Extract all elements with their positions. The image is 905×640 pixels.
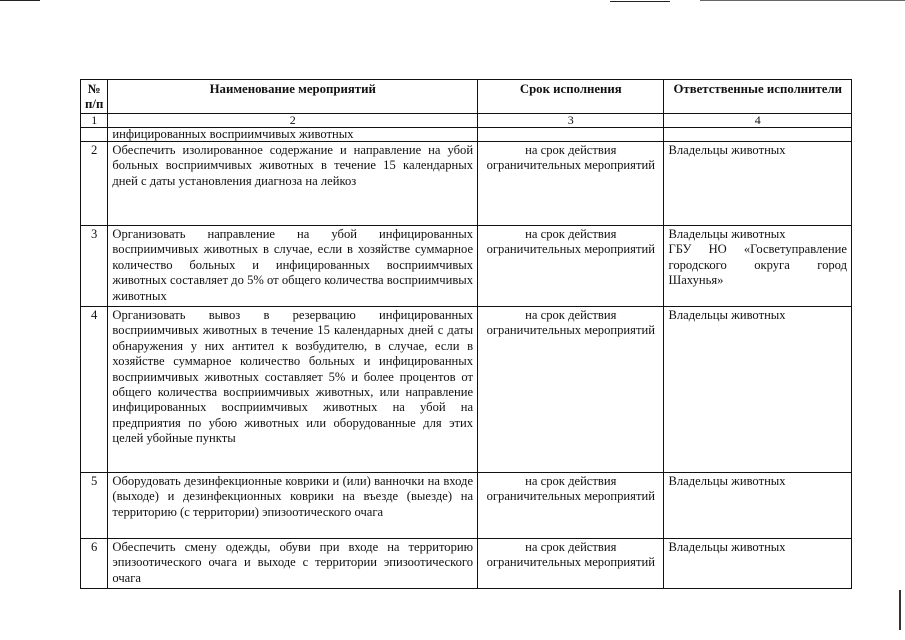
responsible-line: Владельцы животных (668, 143, 786, 157)
row-number: 4 (81, 307, 108, 473)
table-row (81, 473, 852, 539)
row-measure: Обеспечить изолированное содержание и направление на убой больных восприимчивых животных в течение 15 календарных дней с даты установления диагноза на лейкоз (108, 142, 478, 226)
row-responsible (664, 307, 852, 473)
table-index-row (81, 114, 852, 128)
table-row-carry-over (81, 128, 852, 142)
index-cell: 4 (664, 114, 852, 128)
responsible-line: городского округа город (668, 257, 847, 272)
row-measure: Организовать направление на убой инфицированных восприимчивых животных в случае, если в хозяйстве суммарное количество больных и инфицированных восприимчивых животных составляет до 5% от общего количества восприимчивых животных (108, 226, 478, 307)
carry-over-text: инфицированных восприимчивых животных (108, 128, 478, 142)
responsible-line: Шахунья» (668, 273, 724, 288)
table-row (81, 226, 852, 307)
scan-artifact-line (0, 0, 40, 1)
responsible-line: Владельцы животных (668, 474, 786, 488)
row-term: на срок действия ограничительных мероприятий (478, 473, 664, 539)
row-measure: Обеспечить смену одежды, обуви при входе на территорию эпизоотического очага и выходе с территории эпизоотического очага (108, 539, 478, 589)
table-row (81, 142, 852, 226)
row-term: на срок действия ограничительных мероприятий (478, 539, 664, 589)
index-cell: 3 (478, 114, 664, 128)
carry-term (478, 128, 664, 142)
header-resp: Ответственные исполнители (664, 80, 852, 114)
responsible-line: Владельцы животных (668, 308, 786, 322)
header-num: № п/п (81, 80, 108, 114)
index-cell: 1 (81, 114, 108, 128)
responsible-line: ГБУ НО «Госветуправление (668, 242, 847, 257)
row-number: 3 (81, 226, 108, 307)
row-term: на срок действия ограничительных мероприятий (478, 307, 664, 473)
header-name: Наименование мероприятий (108, 80, 478, 114)
row-number: 5 (81, 473, 108, 539)
measures-table (80, 79, 852, 589)
carry-resp (664, 128, 852, 142)
row-measure: Оборудовать дезинфекционные коврики и (или) ванночки на входе (выходе) и дезинфекционных коврики на въезде (выезде) на территорию (с территории) эпизоотического очага (108, 473, 478, 539)
row-term: на срок действия ограничительных мероприятий (478, 226, 664, 307)
row-responsible (664, 226, 852, 307)
row-term: на срок действия ограничительных мероприятий (478, 142, 664, 226)
scan-artifact-line (700, 0, 905, 1)
scan-artifact-edge (899, 590, 901, 630)
row-measure: Организовать вывоз в резервацию инфицированных восприимчивых животных в течение 15 календарных дней с даты обнаружения у них антител к возбудителю, в случае, если в хозяйстве суммарное количество больных и инфицированных восприимчивых животных составляет 5% и более процентов от общего количества восприимчивых животных, или направление инфицированных восприимчивых животных на убой на предприятия по убою животных или оборудованные для этих целей убойные пункты (108, 307, 478, 473)
index-cell: 2 (108, 114, 478, 128)
row-responsible (664, 142, 852, 226)
header-term: Срок исполнения (478, 80, 664, 114)
row-responsible (664, 473, 852, 539)
table-header-row (81, 80, 852, 114)
carry-num (81, 128, 108, 142)
row-responsible (664, 539, 852, 589)
responsible-line: Владельцы животных (668, 540, 786, 554)
row-number: 6 (81, 539, 108, 589)
scan-artifact-line (610, 1, 670, 2)
responsible-line: Владельцы животных (668, 227, 786, 241)
table-row (81, 307, 852, 473)
row-number: 2 (81, 142, 108, 226)
table-row (81, 539, 852, 589)
